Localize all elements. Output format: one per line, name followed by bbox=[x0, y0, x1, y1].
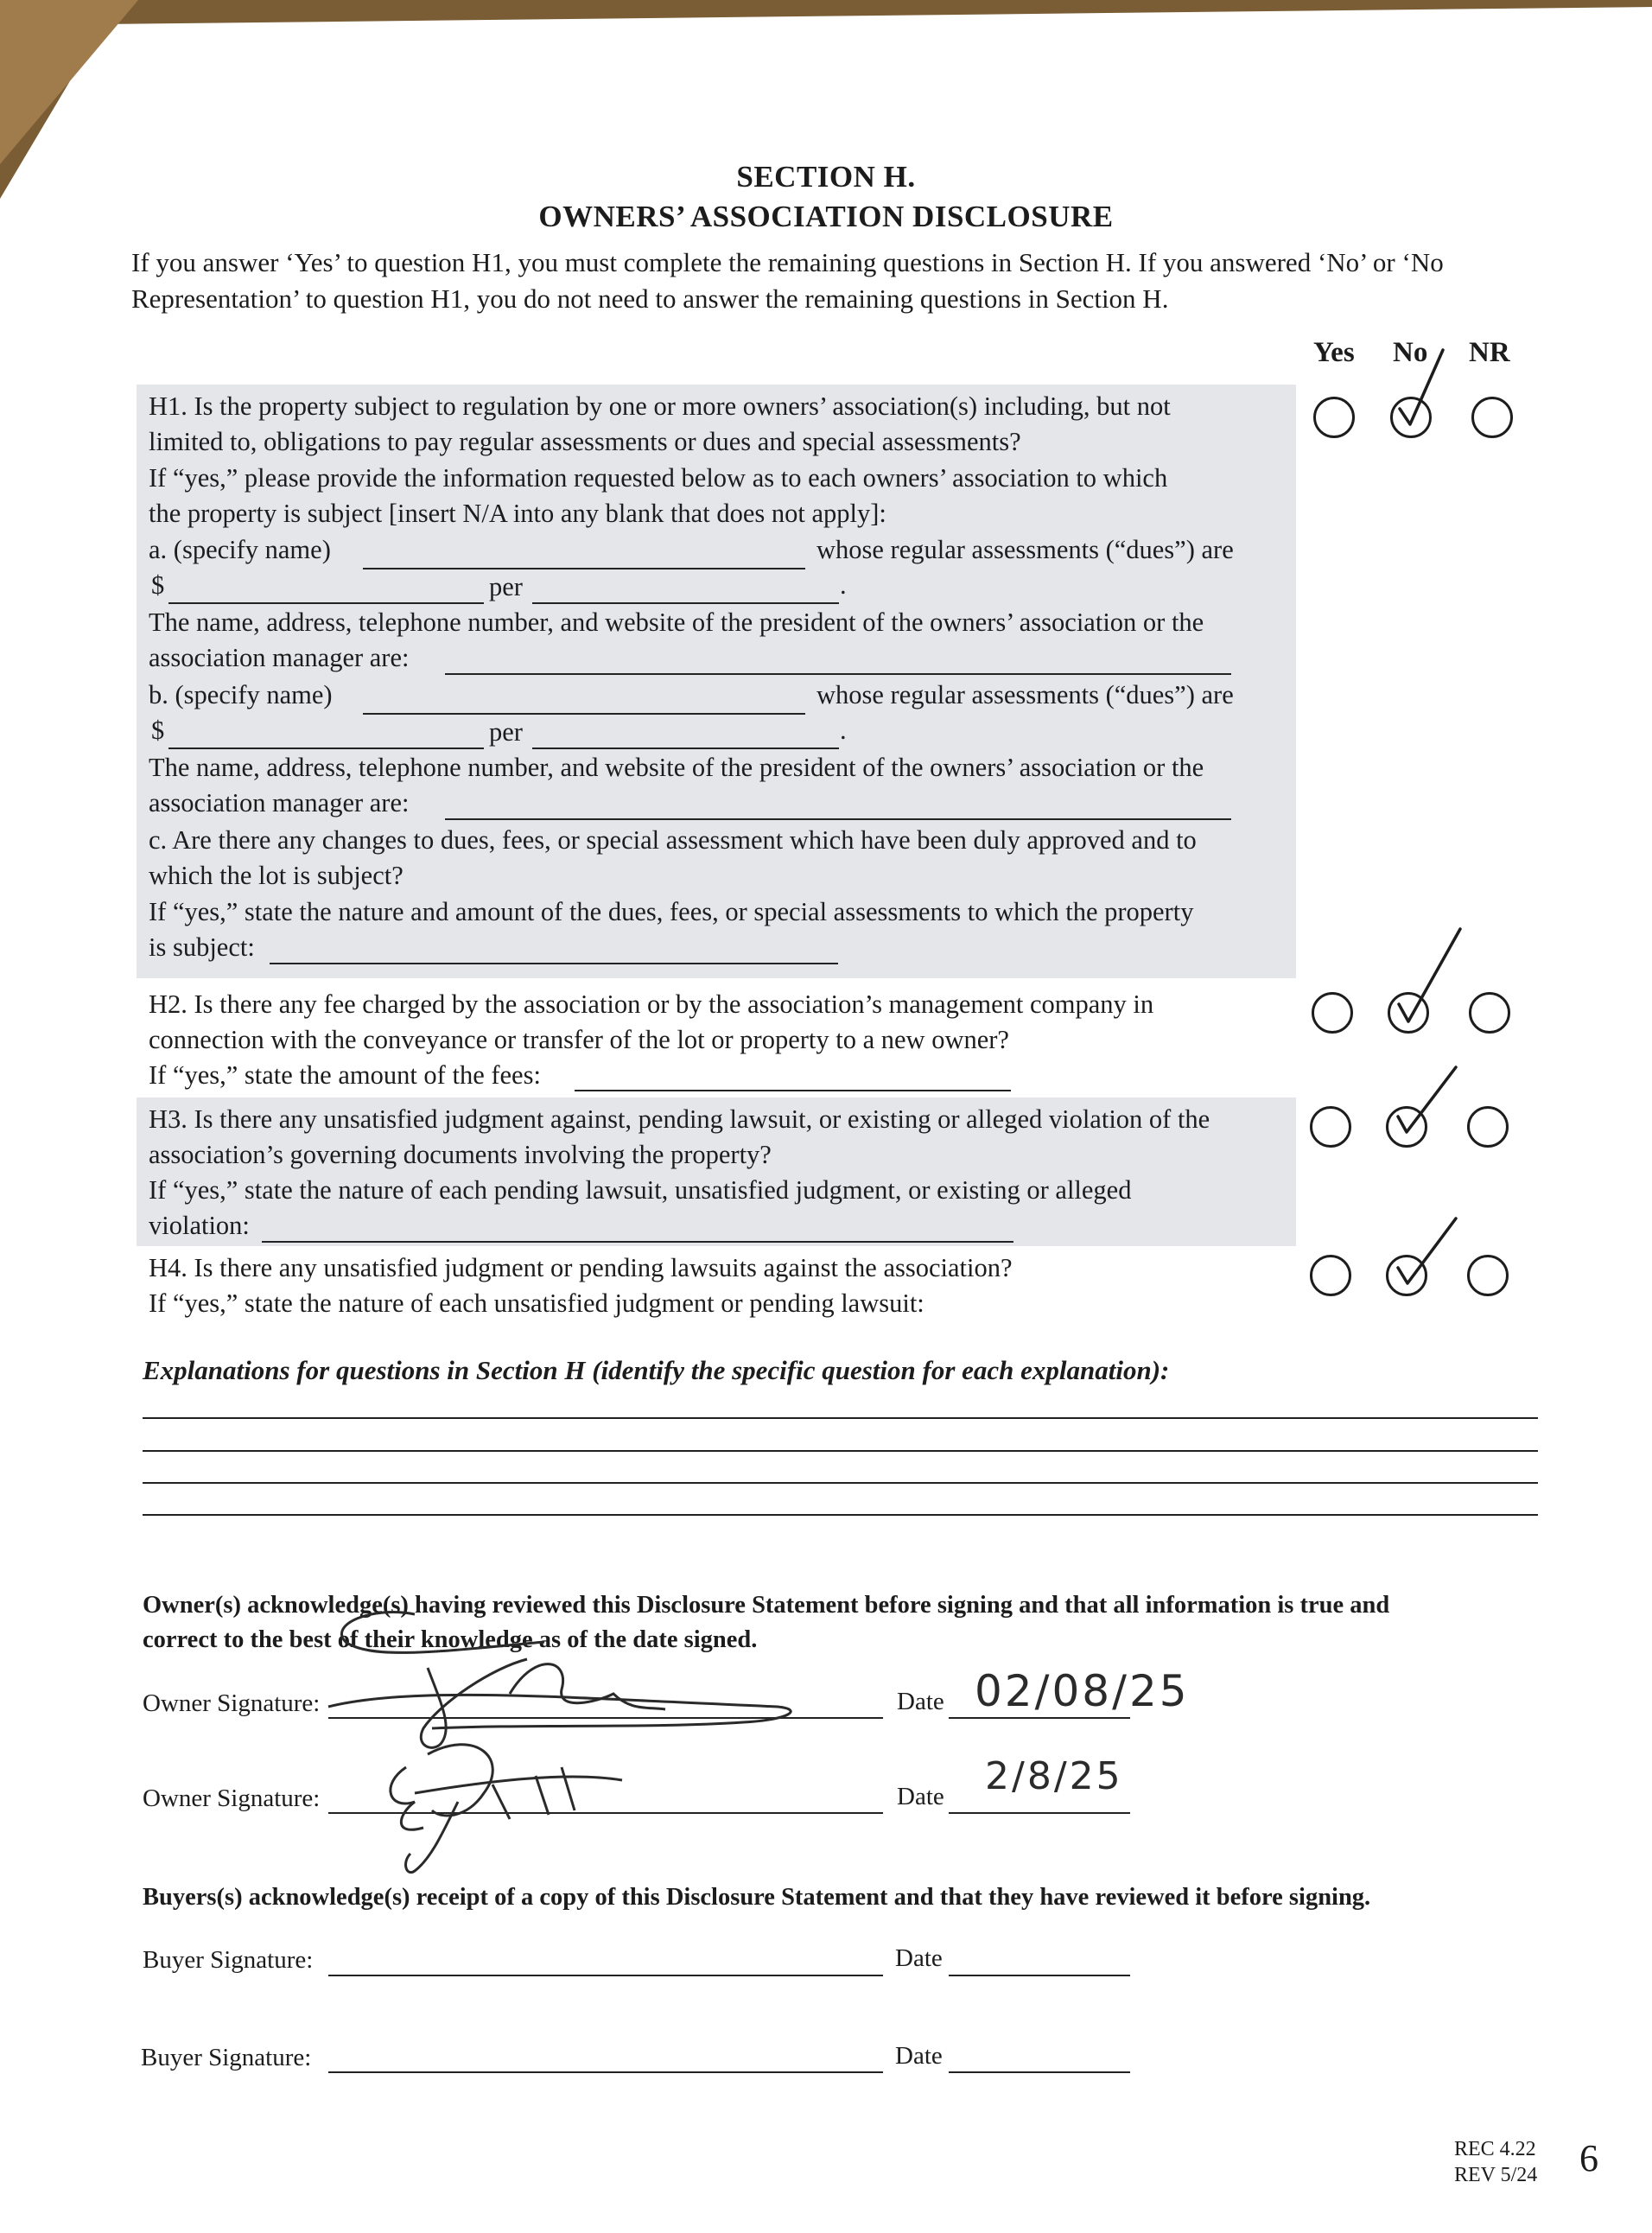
h1-b-president-field[interactable] bbox=[445, 818, 1231, 820]
h1-line-3: If “yes,” please provide the information requested below as to each owners’ association to which bbox=[149, 463, 1168, 493]
h2-yes-radio[interactable] bbox=[1312, 992, 1353, 1034]
owner-2-date-value: 2/8/25 bbox=[985, 1754, 1123, 1798]
h3-violation: violation: bbox=[149, 1211, 250, 1240]
h1-nr-radio[interactable] bbox=[1471, 397, 1513, 438]
h1-b-per: per bbox=[489, 717, 523, 747]
h1-a-president-line-1: The name, address, telephone number, and website of the president of the owners’ association or the bbox=[149, 608, 1204, 637]
explanations-heading: Explanations for questions in Section H (identify the specific question for each explanation): bbox=[143, 1355, 1170, 1385]
h1-yes-radio[interactable] bbox=[1313, 397, 1355, 438]
h3-line-3: If “yes,” state the nature of each pending lawsuit, unsatisfied judgment, or existing or alleged bbox=[149, 1175, 1132, 1205]
h3-line-2: association’s governing documents involving the property? bbox=[149, 1140, 772, 1169]
section-subtitle: OWNERS’ ASSOCIATION DISCLOSURE bbox=[538, 200, 1114, 233]
h4-yes-radio[interactable] bbox=[1310, 1255, 1351, 1296]
h1-a-label: a. (specify name) bbox=[149, 535, 331, 564]
h1-b-label: b. (specify name) bbox=[149, 680, 333, 709]
h1-a-president-line-2: association manager are: bbox=[149, 643, 410, 672]
h1-no-check-mark bbox=[1382, 341, 1460, 445]
h1-c-line-2: which the lot is subject? bbox=[149, 861, 403, 890]
h1-c-line-1: c. Are there any changes to dues, fees, or special assessment which have been duly approved and to bbox=[149, 825, 1197, 855]
column-yes: Yes bbox=[1313, 337, 1355, 368]
h2-line-2: connection with the conveyance or transfer of the lot or property to a new owner? bbox=[149, 1025, 1009, 1054]
owner-1-date-label: Date bbox=[897, 1688, 944, 1715]
h4-line-1: H4. Is there any unsatisfied judgment or pending lawsuits against the association? bbox=[149, 1253, 1013, 1282]
owner-ack-line-1: Owner(s) acknowledge(s) having reviewed this Disclosure Statement before signing and that all information is true and bbox=[143, 1592, 1390, 1619]
h2-fees-field[interactable] bbox=[575, 1090, 1011, 1091]
h1-a-period-dot: . bbox=[840, 570, 847, 600]
explanation-line-2[interactable] bbox=[143, 1450, 1538, 1452]
h2-if-yes: If “yes,” state the amount of the fees: bbox=[149, 1060, 541, 1090]
buyer-ack-line-1: Buyers(s) acknowledge(s) receipt of a copy of this Disclosure Statement and that they have reviewed it before signing. bbox=[143, 1884, 1371, 1911]
section-title: SECTION H. bbox=[736, 160, 916, 194]
page-number: 6 bbox=[1579, 2137, 1598, 2179]
owner-2-date-label: Date bbox=[897, 1783, 944, 1810]
h1-line-2: limited to, obligations to pay regular assessments or dues and special assessments? bbox=[149, 427, 1021, 456]
h1-a-dollar: $ bbox=[151, 570, 165, 600]
footer-revision: REV 5/24 bbox=[1454, 2164, 1538, 2186]
h1-a-name-field[interactable] bbox=[363, 568, 805, 569]
h3-violation-field[interactable] bbox=[262, 1241, 1013, 1243]
h1-a-per: per bbox=[489, 572, 523, 601]
buyer-1-date-field[interactable] bbox=[949, 1975, 1130, 1976]
h1-b-whose: whose regular assessments (“dues”) are bbox=[816, 680, 1234, 709]
owner-1-handwritten-signature bbox=[311, 1599, 847, 1754]
h1-b-period-dot: . bbox=[840, 716, 847, 745]
owner-1-signature-label: Owner Signature: bbox=[143, 1689, 321, 1717]
h3-nr-radio[interactable] bbox=[1467, 1106, 1509, 1148]
h1-a-period-field[interactable] bbox=[532, 602, 839, 604]
intro-line-1: If you answer ‘Yes’ to question H1, you must complete the remaining questions in Section H. If you answered ‘No’ or ‘No bbox=[131, 247, 1444, 277]
h1-b-amount-field[interactable] bbox=[168, 748, 484, 749]
owner-2-date-field[interactable] bbox=[949, 1812, 1130, 1814]
h1-a-amount-field[interactable] bbox=[168, 602, 484, 604]
h3-yes-radio[interactable] bbox=[1310, 1106, 1351, 1148]
buyer-2-date-label: Date bbox=[895, 2042, 943, 2070]
footer-form-code: REC 4.22 bbox=[1454, 2138, 1536, 2160]
h1-b-name-field[interactable] bbox=[363, 713, 805, 715]
owner-2-handwritten-signature bbox=[363, 1733, 648, 1880]
buyer-1-signature-field[interactable] bbox=[328, 1975, 883, 1976]
h4-nr-radio[interactable] bbox=[1467, 1255, 1509, 1296]
h1-line-1: H1. Is the property subject to regulation by one or more owners’ association(s) including, but not bbox=[149, 391, 1171, 421]
h2-line-1: H2. Is there any fee charged by the association or by the association’s management company in bbox=[149, 989, 1154, 1019]
buyer-1-date-label: Date bbox=[895, 1944, 943, 1972]
h1-b-president-line-2: association manager are: bbox=[149, 788, 410, 817]
buyer-1-signature-label: Buyer Signature: bbox=[143, 1946, 314, 1974]
h3-line-1: H3. Is there any unsatisfied judgment against, pending lawsuit, or existing or alleged violation of the bbox=[149, 1104, 1210, 1134]
h1-c-subject: is subject: bbox=[149, 932, 255, 962]
buyer-2-signature-field[interactable] bbox=[328, 2071, 883, 2073]
h4-line-2: If “yes,” state the nature of each unsatisfied judgment or pending lawsuit: bbox=[149, 1288, 924, 1318]
explanation-line-4[interactable] bbox=[143, 1514, 1538, 1516]
owner-1-date-value: 02/08/25 bbox=[975, 1666, 1190, 1716]
column-nr: NR bbox=[1469, 337, 1510, 368]
explanation-line-1[interactable] bbox=[143, 1417, 1538, 1419]
explanation-line-3[interactable] bbox=[143, 1482, 1538, 1484]
h1-b-president-line-1: The name, address, telephone number, and website of the president of the owners’ association or the bbox=[149, 753, 1204, 782]
h1-b-period-field[interactable] bbox=[532, 748, 839, 749]
buyer-2-date-field[interactable] bbox=[949, 2071, 1130, 2073]
intro-line-2: Representation’ to question H1, you do not need to answer the remaining questions in Section H. bbox=[131, 283, 1169, 314]
owner-ack-line-2: correct to the best of their knowledge as of the date signed. bbox=[143, 1626, 758, 1653]
owner-2-signature-label: Owner Signature: bbox=[143, 1784, 321, 1812]
buyer-2-signature-label: Buyer Signature: bbox=[141, 2044, 312, 2071]
h1-b-dollar: $ bbox=[151, 716, 165, 745]
owner-1-date-field[interactable] bbox=[949, 1717, 1130, 1719]
h1-c-subject-field[interactable] bbox=[270, 963, 838, 964]
h1-a-whose: whose regular assessments (“dues”) are bbox=[816, 535, 1234, 564]
h4-no-check-mark bbox=[1384, 1214, 1471, 1301]
h2-nr-radio[interactable] bbox=[1469, 992, 1510, 1034]
h1-a-president-field[interactable] bbox=[445, 673, 1231, 675]
h1-line-4: the property is subject [insert N/A into any blank that does not apply]: bbox=[149, 499, 886, 528]
h1-c-line-3: If “yes,” state the nature and amount of the dues, fees, or special assessments to which the property bbox=[149, 897, 1194, 926]
h2-no-check-mark bbox=[1387, 925, 1473, 1037]
h3-no-check-mark bbox=[1382, 1063, 1469, 1149]
column-no: No bbox=[1393, 337, 1428, 368]
